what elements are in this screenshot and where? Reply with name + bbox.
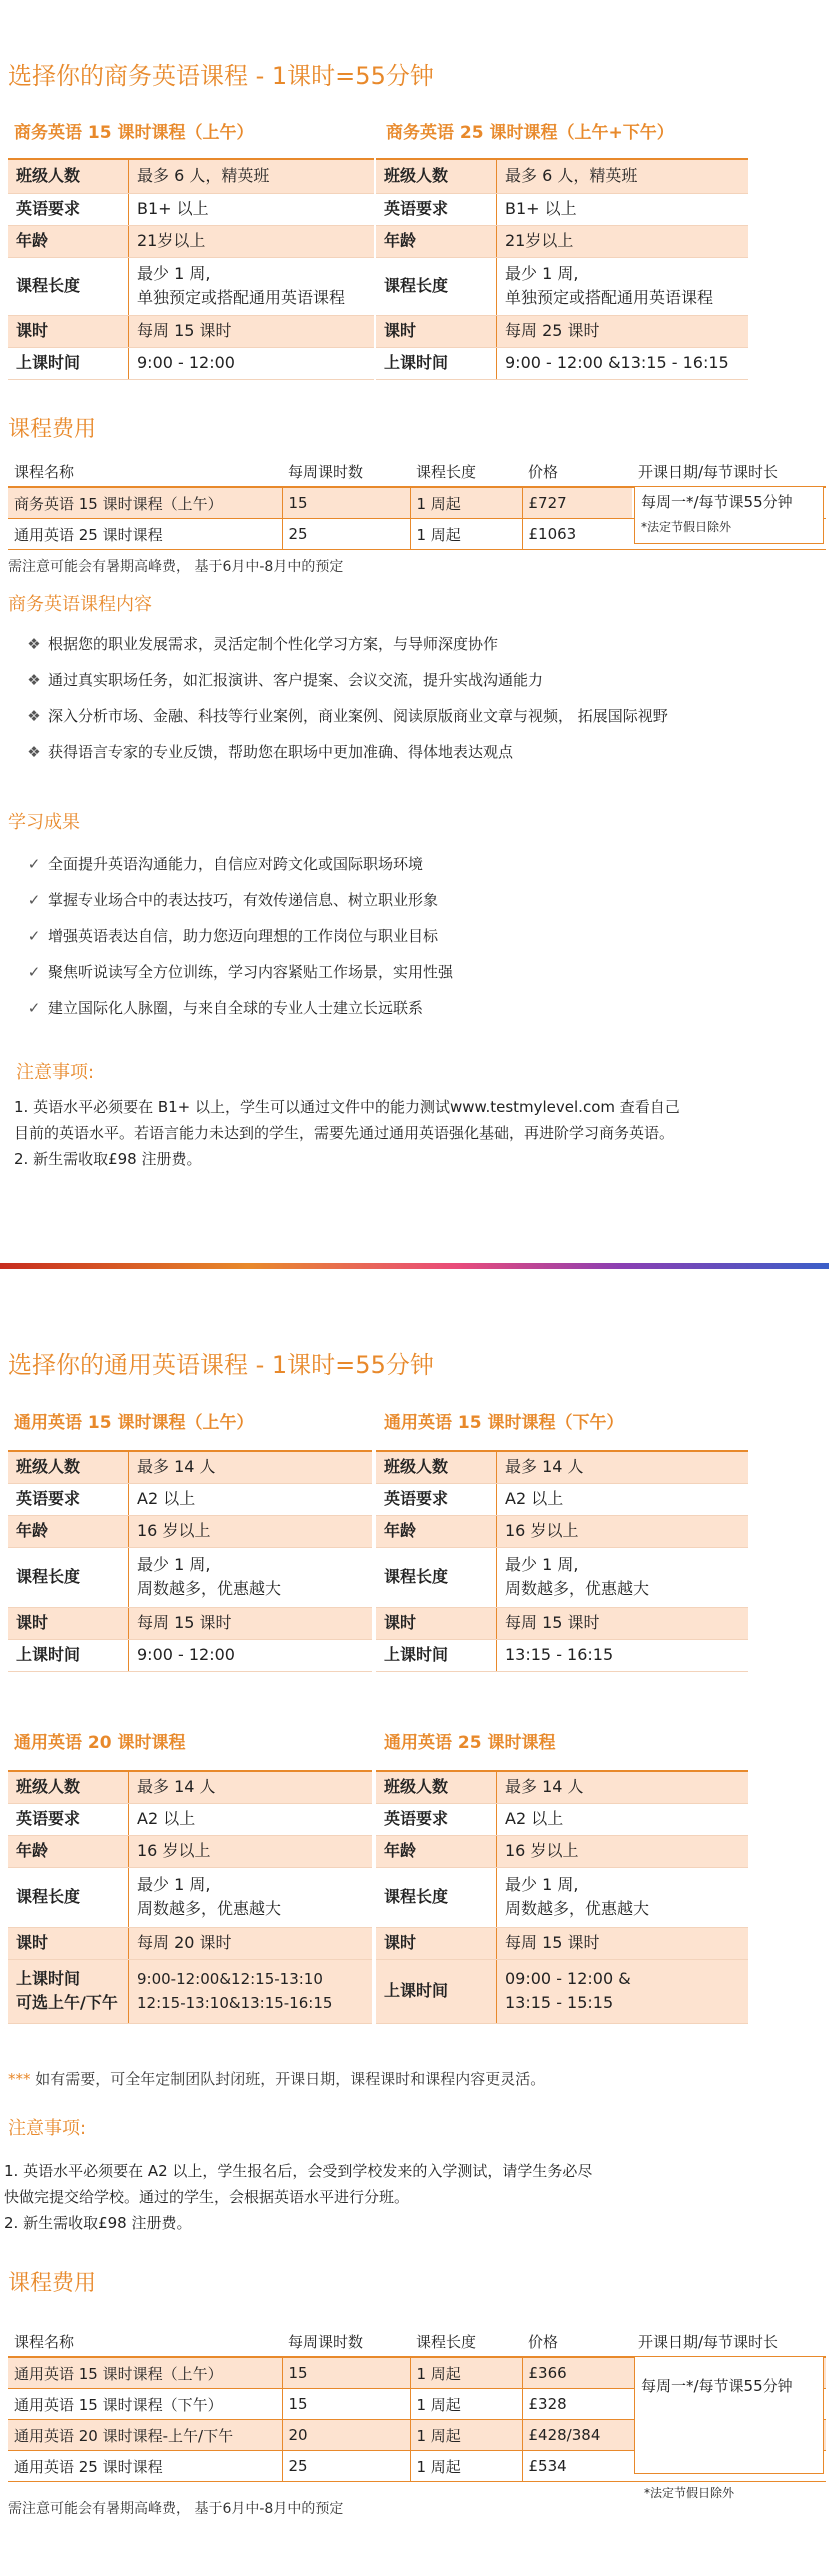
general-course-4-table (376, 1770, 748, 2024)
info-value: 每周 15 课时 (129, 315, 375, 347)
fee-cell: 15 (282, 2357, 410, 2389)
fee-header: 课程长度 (410, 2326, 522, 2357)
info-key: 课时 (376, 1607, 497, 1639)
info-key: 上课时间 (376, 347, 497, 379)
info-value: 16 岁以上 (497, 1515, 749, 1547)
fee-cell: 通用英语 25 课时课程 (8, 2451, 282, 2482)
info-key: 班级人数 (8, 1771, 129, 1803)
fee-header: 每周课时数 (282, 456, 410, 487)
checkmark-icon: ✓ (27, 891, 41, 909)
info-key: 课程长度 (376, 1867, 497, 1927)
list-item: ✓ 增强英语表达自信，助力您迈向理想的工作岗位与职业目标 (20, 918, 453, 954)
info-key: 课时 (376, 1927, 497, 1959)
general-fees-note: 需注意可能会有暑期高峰费， 基于6月中-8月中的预定 (8, 2501, 344, 2517)
general-custom-note (8, 2068, 545, 2089)
general-fees-side-box (634, 2356, 824, 2474)
info-key: 年龄 (376, 1515, 497, 1547)
info-value: 每周 25 课时 (497, 315, 749, 347)
list-item: ❖ 根据您的职业发展需求，灵活定制个性化学习方案，与导师深度协作 (20, 626, 668, 662)
diamond-bullet-icon: ❖ (27, 707, 41, 725)
info-key: 课程长度 (376, 1547, 497, 1607)
info-key: 英语要求 (376, 1483, 497, 1515)
info-value: 最少 1 周, 周数越多，优惠越大 (497, 1547, 749, 1607)
info-value: 最少 1 周, 周数越多，优惠越大 (497, 1867, 749, 1927)
fee-cell: 通用英语 25 课时课程 (8, 519, 282, 550)
fee-cell: 25 (282, 519, 410, 550)
info-value: 最多 14 人 (129, 1451, 373, 1483)
info-key: 班级人数 (376, 1451, 497, 1483)
info-key: 上课时间 (376, 1959, 497, 2023)
info-key: 年龄 (8, 1515, 129, 1547)
info-key: 课程长度 (8, 1547, 129, 1607)
business-notes (14, 1094, 824, 1172)
info-value: 9:00-12:00&12:15-13:10 12:15-13:10&13:15-16:15 (129, 1959, 373, 2023)
info-key: 年龄 (376, 225, 497, 257)
general-course-2-table (376, 1450, 748, 1672)
info-key: 班级人数 (376, 159, 497, 193)
fee-cell: £727 (522, 487, 632, 519)
list-item: ❖ 获得语言专家的专业反馈，帮助您在职场中更加准确、得体地表达观点 (20, 734, 668, 770)
info-key: 年龄 (376, 1835, 497, 1867)
business-course-1-title: 商务英语 15 课时课程（上午） (14, 123, 254, 143)
business-title: 选择你的商务英语课程 - 1课时=55分钟 (8, 62, 434, 90)
checkmark-icon: ✓ (27, 999, 41, 1017)
info-value: 9:00 - 12:00 (129, 347, 375, 379)
fee-cell: 1 周起 (410, 2420, 522, 2451)
note-line: 1. 英语水平必须要在 B1+ 以上，学生可以通过文件中的能力测试www.testmylevel.com 查看自己 (14, 1098, 680, 1116)
info-key: 班级人数 (8, 159, 129, 193)
section-divider (0, 1263, 829, 1269)
info-key: 课时 (8, 1607, 129, 1639)
fee-cell: 25 (282, 2451, 410, 2482)
fee-cell: 1 周起 (410, 2357, 522, 2389)
fee-header: 开课日期/每节课时长 (632, 456, 826, 487)
fees-side-line: 每周一*/每节课55分钟 (641, 493, 793, 511)
fee-cell: 15 (282, 487, 410, 519)
info-key: 英语要求 (8, 1803, 129, 1835)
fee-header: 课程名称 (8, 456, 282, 487)
info-key: 课时 (8, 1927, 129, 1959)
fee-cell: £534 (522, 2451, 632, 2482)
info-value: 最少 1 周, 周数越多，优惠越大 (129, 1547, 373, 1607)
fee-cell: 20 (282, 2420, 410, 2451)
checkmark-icon: ✓ (27, 963, 41, 981)
note-line: 2. 新生需收取£98 注册费。 (4, 2214, 192, 2232)
fee-header: 价格 (522, 456, 632, 487)
business-outcomes-list (20, 846, 453, 1026)
info-value: 最少 1 周, 单独预定或搭配通用英语课程 (129, 257, 375, 315)
info-key: 英语要求 (8, 193, 129, 225)
list-item: ✓ 聚焦听说读写全方位训练，学习内容紧贴工作场景，实用性强 (20, 954, 453, 990)
general-course-3-title: 通用英语 20 课时课程 (14, 1733, 186, 1753)
note-line: 快做完提交给学校。通过的学生，会根据英语水平进行分班。 (4, 2188, 410, 2206)
fee-header: 每周课时数 (282, 2326, 410, 2357)
info-value: 最多 6 人，精英班 (497, 159, 749, 193)
note-line: 目前的英语水平。若语言能力未达到的学生，需要先通过通用英语强化基础，再进阶学习商务英语。 (14, 1124, 675, 1142)
list-item: ✓ 掌握专业场合中的表达技巧，有效传递信息、树立职业形象 (20, 882, 453, 918)
business-content-title: 商务英语课程内容 (8, 594, 152, 615)
fee-cell: 1 周起 (410, 519, 522, 550)
info-value: 最多 14 人 (497, 1451, 749, 1483)
info-key: 上课时间 (376, 1639, 497, 1671)
fees-side-footnote: *法定节假日除外 (644, 2486, 735, 2500)
info-value: 最多 6 人，精英班 (129, 159, 375, 193)
business-course-2-title: 商务英语 25 课时课程（上午+下午） (386, 123, 674, 143)
info-value: 每周 20 课时 (129, 1927, 373, 1959)
fee-cell: 1 周起 (410, 487, 522, 519)
info-value: 最少 1 周, 周数越多，优惠越大 (129, 1867, 373, 1927)
list-item: ❖ 深入分析市场、金融、科技等行业案例，商业案例、阅读原版商业文章与视频， 拓展国际视野 (20, 698, 668, 734)
business-fees-title: 课程费用 (8, 417, 97, 442)
info-key: 年龄 (8, 225, 129, 257)
info-key: 上课时间 (8, 347, 129, 379)
info-value: A2 以上 (497, 1483, 749, 1515)
info-key: 课时 (8, 315, 129, 347)
info-key: 上课时间 (8, 1639, 129, 1671)
fee-cell: 通用英语 15 课时课程（上午） (8, 2357, 282, 2389)
info-value: 最多 14 人 (129, 1771, 373, 1803)
fee-cell: £428/384 (522, 2420, 632, 2451)
fee-header: 课程长度 (410, 456, 522, 487)
business-course-1-table (8, 158, 374, 380)
fee-cell: 15 (282, 2389, 410, 2420)
general-course-2-title: 通用英语 15 课时课程（下午） (384, 1413, 624, 1433)
info-key: 课程长度 (8, 257, 129, 315)
info-value: 21岁以上 (129, 225, 375, 257)
checkmark-icon: ✓ (27, 927, 41, 945)
info-value: 13:15 - 16:15 (497, 1639, 749, 1671)
info-key: 英语要求 (8, 1483, 129, 1515)
fee-header: 课程名称 (8, 2326, 282, 2357)
business-fees-side-box (634, 486, 824, 544)
info-value: 每周 15 课时 (497, 1607, 749, 1639)
info-value: 21岁以上 (497, 225, 749, 257)
business-fees-note: 需注意可能会有暑期高峰费， 基于6月中-8月中的预定 (8, 559, 344, 575)
fee-cell: 通用英语 15 课时课程（下午） (8, 2389, 282, 2420)
info-value: 最多 14 人 (497, 1771, 749, 1803)
business-course-2-table (376, 158, 748, 380)
info-key: 课程长度 (8, 1867, 129, 1927)
info-value: 每周 15 课时 (497, 1927, 749, 1959)
general-course-3-table (8, 1770, 372, 2024)
info-value: 16 岁以上 (129, 1835, 373, 1867)
info-value: 16 岁以上 (129, 1515, 373, 1547)
info-value: 最少 1 周, 单独预定或搭配通用英语课程 (497, 257, 749, 315)
info-key: 课程长度 (376, 257, 497, 315)
info-key: 英语要求 (376, 193, 497, 225)
info-value: B1+ 以上 (497, 193, 749, 225)
info-key: 上课时间 可选上午/下午 (8, 1959, 129, 2023)
general-notes-title: 注意事项: (8, 2118, 87, 2139)
note-line: 2. 新生需收取£98 注册费。 (14, 1150, 202, 1168)
fee-header: 开课日期/每节课时长 (632, 2326, 826, 2357)
info-key: 课时 (376, 315, 497, 347)
business-content-list (20, 626, 668, 770)
fee-cell: 商务英语 15 课时课程（上午） (8, 487, 282, 519)
diamond-bullet-icon: ❖ (27, 671, 41, 689)
checkmark-icon: ✓ (27, 855, 41, 873)
info-value: 每周 15 课时 (129, 1607, 373, 1639)
diamond-bullet-icon: ❖ (27, 635, 41, 653)
fees-side-line: 每周一*/每节课55分钟 (641, 2377, 793, 2395)
general-course-4-title: 通用英语 25 课时课程 (384, 1733, 556, 1753)
info-value: A2 以上 (129, 1483, 373, 1515)
info-value: 9:00 - 12:00 &13:15 - 16:15 (497, 347, 749, 379)
general-notes (4, 2158, 824, 2236)
fee-cell: £1063 (522, 519, 632, 550)
fee-cell: 1 周起 (410, 2451, 522, 2482)
fee-cell: £328 (522, 2389, 632, 2420)
general-course-1-table (8, 1450, 372, 1672)
general-title: 选择你的通用英语课程 - 1课时=55分钟 (8, 1351, 434, 1379)
info-key: 英语要求 (376, 1803, 497, 1835)
info-value: B1+ 以上 (129, 193, 375, 225)
fee-cell: 通用英语 20 课时课程-上午/下午 (8, 2420, 282, 2451)
info-value: 09:00 - 12:00 & 13:15 - 15:15 (497, 1959, 749, 2023)
custom-note-stars: *** (8, 2070, 31, 2088)
list-item: ✓ 建立国际化人脉圈，与来自全球的专业人士建立长远联系 (20, 990, 453, 1026)
general-course-1-title: 通用英语 15 课时课程（上午） (14, 1413, 254, 1433)
fees-side-footnote: *法定节假日除外 (641, 520, 732, 534)
info-value: 16 岁以上 (497, 1835, 749, 1867)
diamond-bullet-icon: ❖ (27, 743, 41, 761)
info-key: 年龄 (8, 1835, 129, 1867)
info-key: 班级人数 (376, 1771, 497, 1803)
general-fees-title: 课程费用 (8, 2271, 97, 2296)
custom-note-text: 如有需要，可全年定制团队封闭班，开课日期，课程课时和课程内容更灵活。 (30, 2070, 546, 2088)
fee-header: 价格 (522, 2326, 632, 2357)
list-item: ❖ 通过真实职场任务，如汇报演讲、客户提案、会议交流，提升实战沟通能力 (20, 662, 668, 698)
note-line: 1. 英语水平必须要在 A2 以上，学生报名后，会受到学校发来的入学测试，请学生务必尽 (4, 2162, 593, 2180)
info-value: A2 以上 (497, 1803, 749, 1835)
list-item: ✓ 全面提升英语沟通能力，自信应对跨文化或国际职场环境 (20, 846, 453, 882)
business-outcomes-title: 学习成果 (8, 812, 80, 833)
info-value: A2 以上 (129, 1803, 373, 1835)
fee-cell: £366 (522, 2357, 632, 2389)
info-key: 班级人数 (8, 1451, 129, 1483)
fee-cell: 1 周起 (410, 2389, 522, 2420)
info-value: 9:00 - 12:00 (129, 1639, 373, 1671)
business-notes-title: 注意事项: (16, 1062, 95, 1083)
